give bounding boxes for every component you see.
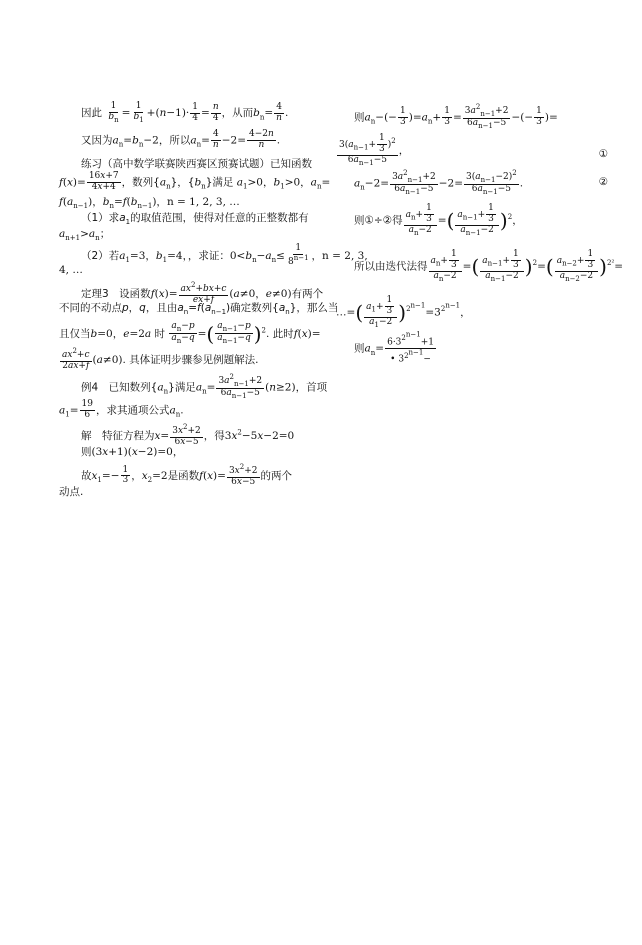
solution-line-2: 则(3x+1)(x−2)=0， [81,446,184,458]
theorem-3: 定理3 设函数f(x)= $\frac{ax^2+bx+c}{ex+f}$ (a≠0，e≠0)有两个 [81,281,324,305]
solution-line-3: 故$x_1=-$ $\frac{1}{3}$ ，$x_2=2$是函数f(x)= $\frac{3x^2+2}{6x-5}$ 的两个 [81,463,292,487]
question-1-cont: $a_{n+1}>a_n$； [59,228,111,243]
right-line-5: 所以由迭代法得 $a_n+$ $\frac{1}{3}$ $a_n-2$ =( $a_{n-1}+$ $\frac{1}{3}$ $a_{n-1}-2$ )$^2$=( $a_{n-2}+$ $\frac{1}{3}$ $a_{n-2}-2$ )$^{2^2}$= [354,249,624,283]
solution-line-1: 解 特征方程为x= $\frac{3x^2+2}{6x-5}$ ，得$3x^2-5x-2=0$ [81,423,295,447]
derivation-line-1: 因此 $\frac{1}{b_n}$ = $\frac{1}{b_1}$ +(n−1)· $\frac{1}{4}$ = $\frac{n}{4}$ ，从而$b_n=$ $\frac{4}{n}$ . [81,101,289,124]
question-1: （1）求$a_1$的取值范围，使得对任意的正整数都有 [81,212,309,227]
question-2: （2）若$a_1=3$，$b_1=4$，，求证：$0<b_n-a_n\le$ $\frac{1}{8^{n-1}}$ ，n = 2, 3, [81,243,368,267]
exercise-function: f(x)= $\frac{16x+7}{4x+4}$ ，数列$\{a_n\}$，$\{b_n\}$满足 $a_1>0$，$b_1>0$，$a_n=$ [59,171,331,192]
right-line-1: 则$a_n-(-$ $\frac{1}{3}$ )$=a_n+$ $\frac{1}{3}$ = $\frac{3a^2_{n-1}+2}{6a_{n-1}-5}$ −(− $\frac{1}{3}$ )= [354,103,558,131]
theorem-3-line-4: $\frac{ax^2+c}{2ax+f}$ (a≠0). 具体证明步骤参见例题解法. [62,347,259,371]
solution-line-4: 动点. [59,486,84,498]
right-line-2: $3(a_{n-1}+$ $\frac{1}{3}$ )$^2$ $6a_{n-1}-5$ ， [339,133,410,167]
derivation-line-2: 又因为$a_n=b_n-2$，所以$a_n=$ $\frac{4}{n}$ −2= $\frac{4-2n}{n}$ . [81,129,281,150]
right-line-7: 则$a_n=$ $\frac{6\cdot 3^{2^{n-1}}+1}{• 3^{2^{n-1}}-}$ [354,331,434,365]
exercise-recurrence: $f(a_{n-1})$，$b_n=f(b_{n-1})$，n = 1, 2, 3, … [59,196,240,211]
exercise-title: 练习（高中数学联赛陕西赛区预赛试题）已知函数 [81,158,312,170]
theorem-3-line-3: 且仅当b=0，e=2a 时 $\frac{a_n-p}{a_n-q}$ =( $\frac{a_{n-1}-p}{a_{n-1}-q}$ )$^2$. 此时f(x)= [59,321,321,346]
equation-mark-2: ② [598,176,608,188]
theorem-3-line-2: 不同的不动点p，q，且由$a_n=f(a_{n-1})$确定数列$\{a_n\}$，那么当 [59,302,339,317]
right-line-3: $a_n-2=$ $\frac{3a^2_{n-1}+2}{6a_{n-1}-5}$ −2= $\frac{3(a_{n-1}-2)^2}{6a_{n-1}-5}$ . [354,169,524,197]
example-4-line-2: $a_1=$ $\frac{19}{6}$ ，求其通项公式$a_n$. [59,399,184,420]
question-2-cont: 4, … [59,264,83,276]
right-line-4: 则①÷②得 $a_n+$ $\frac{1}{3}$ $a_n-2$ =( $a_{n-1}+$ $\frac{1}{3}$ $a_{n-1}-2$ )$^2$， [354,203,523,237]
right-line-6: …=( $a_1+$ $\frac{1}{3}$ $a_1-2$ )$^{2^{n-1}}=3^{2^{n-1}}$， [336,295,471,329]
example-4: 例4 已知数列$\{a_n\}$满足$a_n=$ $\frac{3a^2_{n-1}+2}{6a_{n-1}-5}$ (n≥2)，首项 [81,373,328,401]
equation-mark-1: ① [598,148,608,160]
